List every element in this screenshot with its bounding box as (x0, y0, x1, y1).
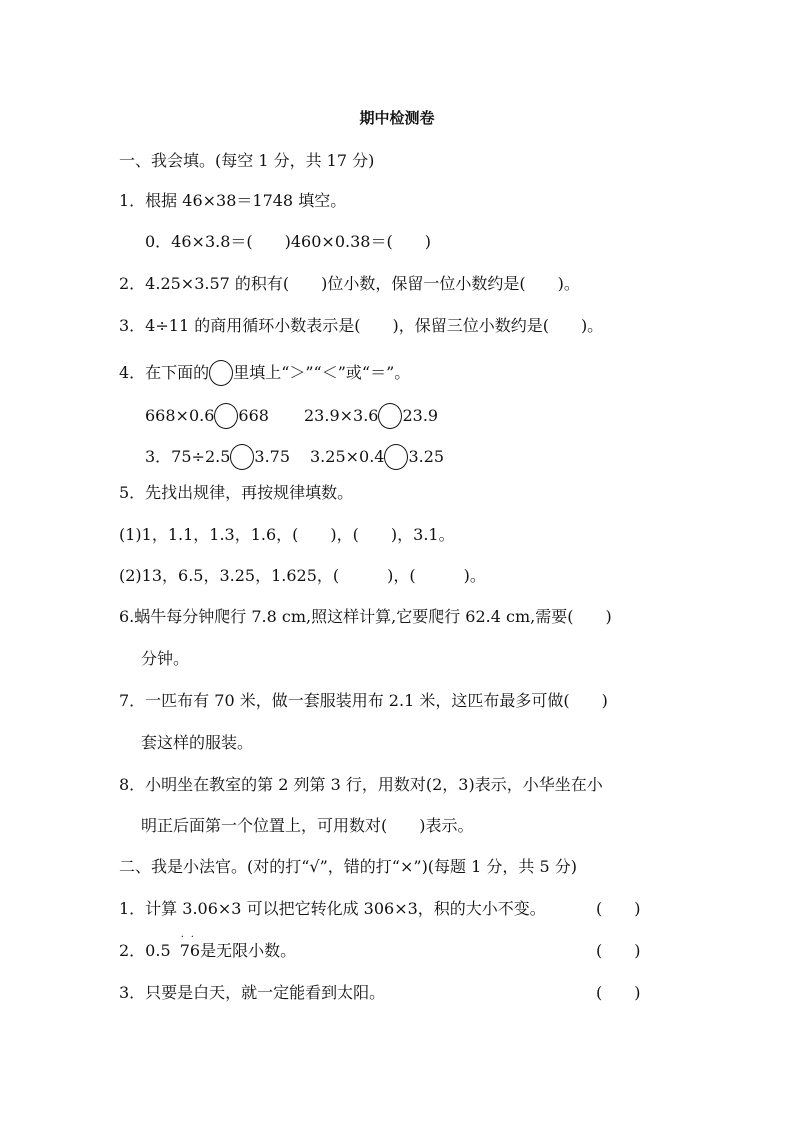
question-3: 3．4÷11 的商用循环小数表示是( )，保留三位小数约是( )。 (119, 316, 604, 335)
compare-circle-icon (384, 444, 408, 470)
question-8-line-2: 明正后面第一个位置上，可用数对( )表示。 (141, 816, 474, 835)
compare-item (304, 403, 438, 429)
compare-item (310, 444, 444, 470)
compare-right: 668 (238, 406, 269, 425)
question-5-part-1: (1)1，1.1，1.3，1.6，( )，( )，3.1。 (119, 525, 455, 544)
compare-right: 23.9 (402, 406, 439, 425)
section1-heading: 一、我会填。(每空 1 分，共 17 分) (119, 151, 375, 170)
compare-circle-icon (230, 444, 254, 470)
compare-right: 3.75 (254, 447, 291, 466)
judge-question-2-prefix: 2．0.5 (119, 941, 176, 960)
page-title: 期中检测卷 (359, 109, 435, 127)
compare-right: 3.25 (408, 447, 445, 466)
judge-question-2 (119, 932, 297, 962)
judge-question-1: 1．计算 3.06×3 可以把它转化成 306×3，积的大小不变。 (119, 899, 546, 918)
question-7-line-2: 套这样的服装。 (141, 733, 254, 752)
question-7-line-1: 7．一匹布有 70 米，做一套服装用布 2.1 米，这匹布最多可做( ) (119, 691, 608, 710)
question-1-stem: 1．根据 46×38＝1748 填空。 (119, 191, 347, 210)
repeating-decimal: · · 76 (179, 932, 201, 960)
question-1-sub: 0．46×3.8＝( )460×0.38＝( ) (145, 232, 431, 251)
question-2: 2．4.25×3.57 的积有( )位小数，保留一位小数约是( )。 (119, 274, 580, 293)
answer-paren: ( ) (596, 941, 641, 960)
compare-left: 3．75÷2.5 (145, 447, 231, 466)
judge-question-2-suffix: 是无限小数。 (200, 941, 297, 960)
compare-circle-icon (214, 403, 238, 429)
question-4-before: 4．在下面的 (119, 363, 210, 382)
compare-left: 23.9×3.6 (304, 406, 379, 425)
compare-circle-icon (378, 403, 402, 429)
question-4-after: 里填上“＞”“＜”或“＝”。 (233, 363, 411, 382)
question-5-stem: 5．先找出规律，再按规律填数。 (119, 483, 354, 502)
compare-item (145, 444, 290, 470)
compare-circle-icon (209, 360, 233, 386)
compare-left: 668×0.6 (145, 406, 215, 425)
compare-left: 3.25×0.4 (310, 447, 385, 466)
answer-paren: ( ) (596, 899, 641, 918)
compare-item (145, 403, 269, 429)
answer-paren: ( ) (596, 983, 641, 1002)
question-6-line-1: 6.蜗牛每分钟爬行 7.8 cm,照这样计算,它要爬行 62.4 cm,需要( ) (119, 607, 612, 626)
section2-heading: 二、我是小法官。(对的打“√”，错的打“×”)(每题 1 分，共 5 分) (119, 857, 577, 876)
repeating-digits: 76 (179, 941, 201, 960)
question-8-line-1: 8．小明坐在教室的第 2 列第 3 行，用数对(2，3)表示，小华坐在小 (119, 775, 603, 794)
question-4-stem (119, 360, 410, 386)
judge-question-3: 3．只要是白天，就一定能看到太阳。 (119, 983, 386, 1002)
question-6-line-2: 分钟。 (141, 649, 190, 668)
question-5-part-2: (2)13，6.5，3.25，1.625，( )，( )。 (119, 566, 486, 585)
